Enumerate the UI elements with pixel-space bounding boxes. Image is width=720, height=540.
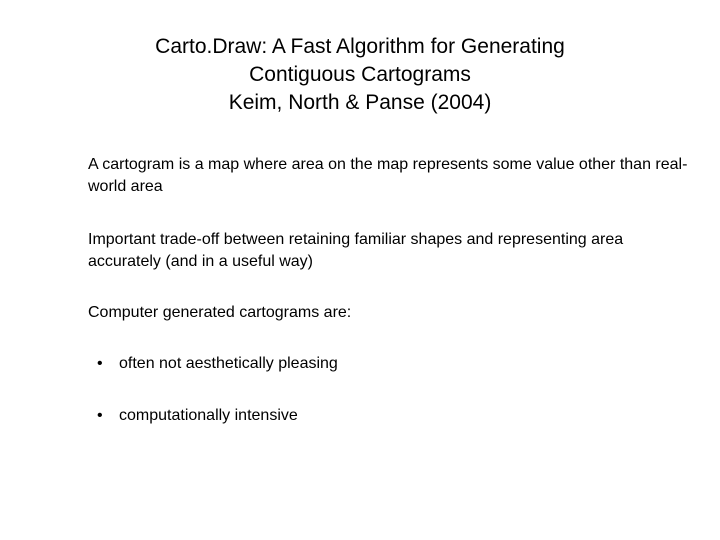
- title-line: Contiguous Cartograms: [249, 63, 471, 86]
- bullet-text: often not aesthetically pleasing: [119, 355, 338, 372]
- bullet-text: computationally intensive: [119, 407, 298, 424]
- definition-paragraph: A cartogram is a map where area on the map represents some value other than real-world area: [88, 156, 688, 195]
- bullet-marker: •: [97, 407, 103, 424]
- slide-title: [0, 33, 720, 117]
- bullet-marker: •: [97, 355, 103, 372]
- author-line: Keim, North & Panse (2004): [228, 91, 492, 114]
- tradeoff-paragraph: Important trade-off between retaining familiar shapes and representing area accurately (and in a useful way): [88, 231, 624, 270]
- intro-paragraph: Computer generated cartograms are:: [88, 304, 352, 321]
- bullet-item: [97, 405, 298, 427]
- title-line: Carto.Draw: A Fast Algorithm for Generating: [155, 35, 565, 58]
- bullet-item: [97, 353, 338, 375]
